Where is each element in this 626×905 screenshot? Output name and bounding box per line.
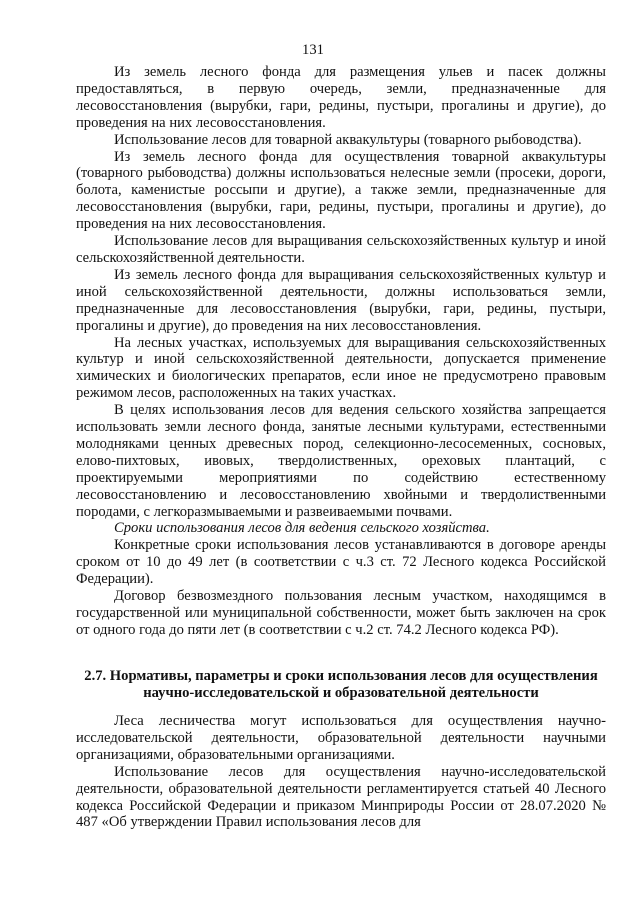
paragraph: Из земель лесного фонда для выращивания сельскохозяйственных культур и иной сельскохозяйственной деятельности, должны использоваться земли, предназначенные для лесовосстановления (вырубки, гари, редины, пустыри, прогалины и другие), до проведения на них лесовосстановления. — [76, 266, 606, 334]
page-number: 131 — [302, 42, 324, 58]
document-body-bottom — [76, 713, 606, 831]
paragraph: Использование лесов для товарной аквакультуры (товарного рыбоводства). — [114, 131, 582, 148]
paragraph: На лесных участках, используемых для выращивания сельскохозяйственных культур и иной сельскохозяйственной деятельности, допускается применение химических и биологических препаратов, если иное не предусмотрено правовым режимом лесов, расположенных на таких участках. — [76, 334, 606, 402]
document-body-top — [76, 64, 606, 639]
paragraph: Конкретные сроки использования лесов устанавливаются в договоре аренды сроком от 10 до 49 лет (в соответствии с ч.3 ст. 72 Лесного кодекса Российской Федерации). — [76, 537, 606, 588]
italic-paragraph: Сроки использования лесов для ведения сельского хозяйства. — [114, 520, 490, 537]
paragraph: Использование лесов для выращивания сельскохозяйственных культур и иной сельскохозяйственной деятельности. — [76, 233, 606, 266]
paragraph: Леса лесничества могут использоваться для осуществления научно-исследовательской деятельности, образовательной деятельности научными организациями, образовательными организациями. — [76, 713, 606, 763]
section-heading: 2.7. Нормативы, параметры и сроки использования лесов для осуществления научно-исследовательской и образовательной деятельности — [84, 668, 598, 701]
paragraph: Использование лесов для осуществления научно-исследовательской деятельности, образовательной деятельности регламентируется статьей 40 Лесного кодекса Российской Федерации и приказом Минприроды России от 28.07.2020 № 487 «Об утверждении Правил использования лесов для — [76, 763, 606, 831]
paragraph: Из земель лесного фонда для размещения ульев и пасек должны предоставляться, в первую очередь, земли, предназначенные для лесовосстановления (вырубки, гари, редины, пустыри, прогалины и другие), до проведения на них лесовосстановления. — [76, 64, 606, 131]
paragraph: Договор безвозмездного пользования лесным участком, находящимся в государственной или муниципальной собственности, может быть заключен на срок от одного года до пяти лет (в соответствии с ч.2 ст. 74.2 Лесного кодекса РФ). — [76, 588, 606, 638]
paragraph: В целях использования лесов для ведения сельского хозяйства запрещается использовать земли лесного фонда, занятые лесными культурами, естественными молодняками ценных древесных пород, селекционно-лесосеменных, сосновых, елово-пихтовых, ивовых, твердолиственных, ореховых плантаций, с проектируемыми мероприятиями по содействию естественному лесовосстановлению и лесовосстановлению хвойными и твердолиственными породами, с легкоразмываемыми и развеиваемыми почвами. — [76, 402, 606, 520]
paragraph: Из земель лесного фонда для осуществления товарной аквакультуры (товарного рыбоводства) должны использоваться нелесные земли (просеки, дороги, болота, каменистые россыпи и другие), а также земли, предназначенные для лесовосстановления (вырубки, гари, редины, пустыри, прогалины и другие), до проведения на них лесовосстановления. — [76, 148, 606, 233]
